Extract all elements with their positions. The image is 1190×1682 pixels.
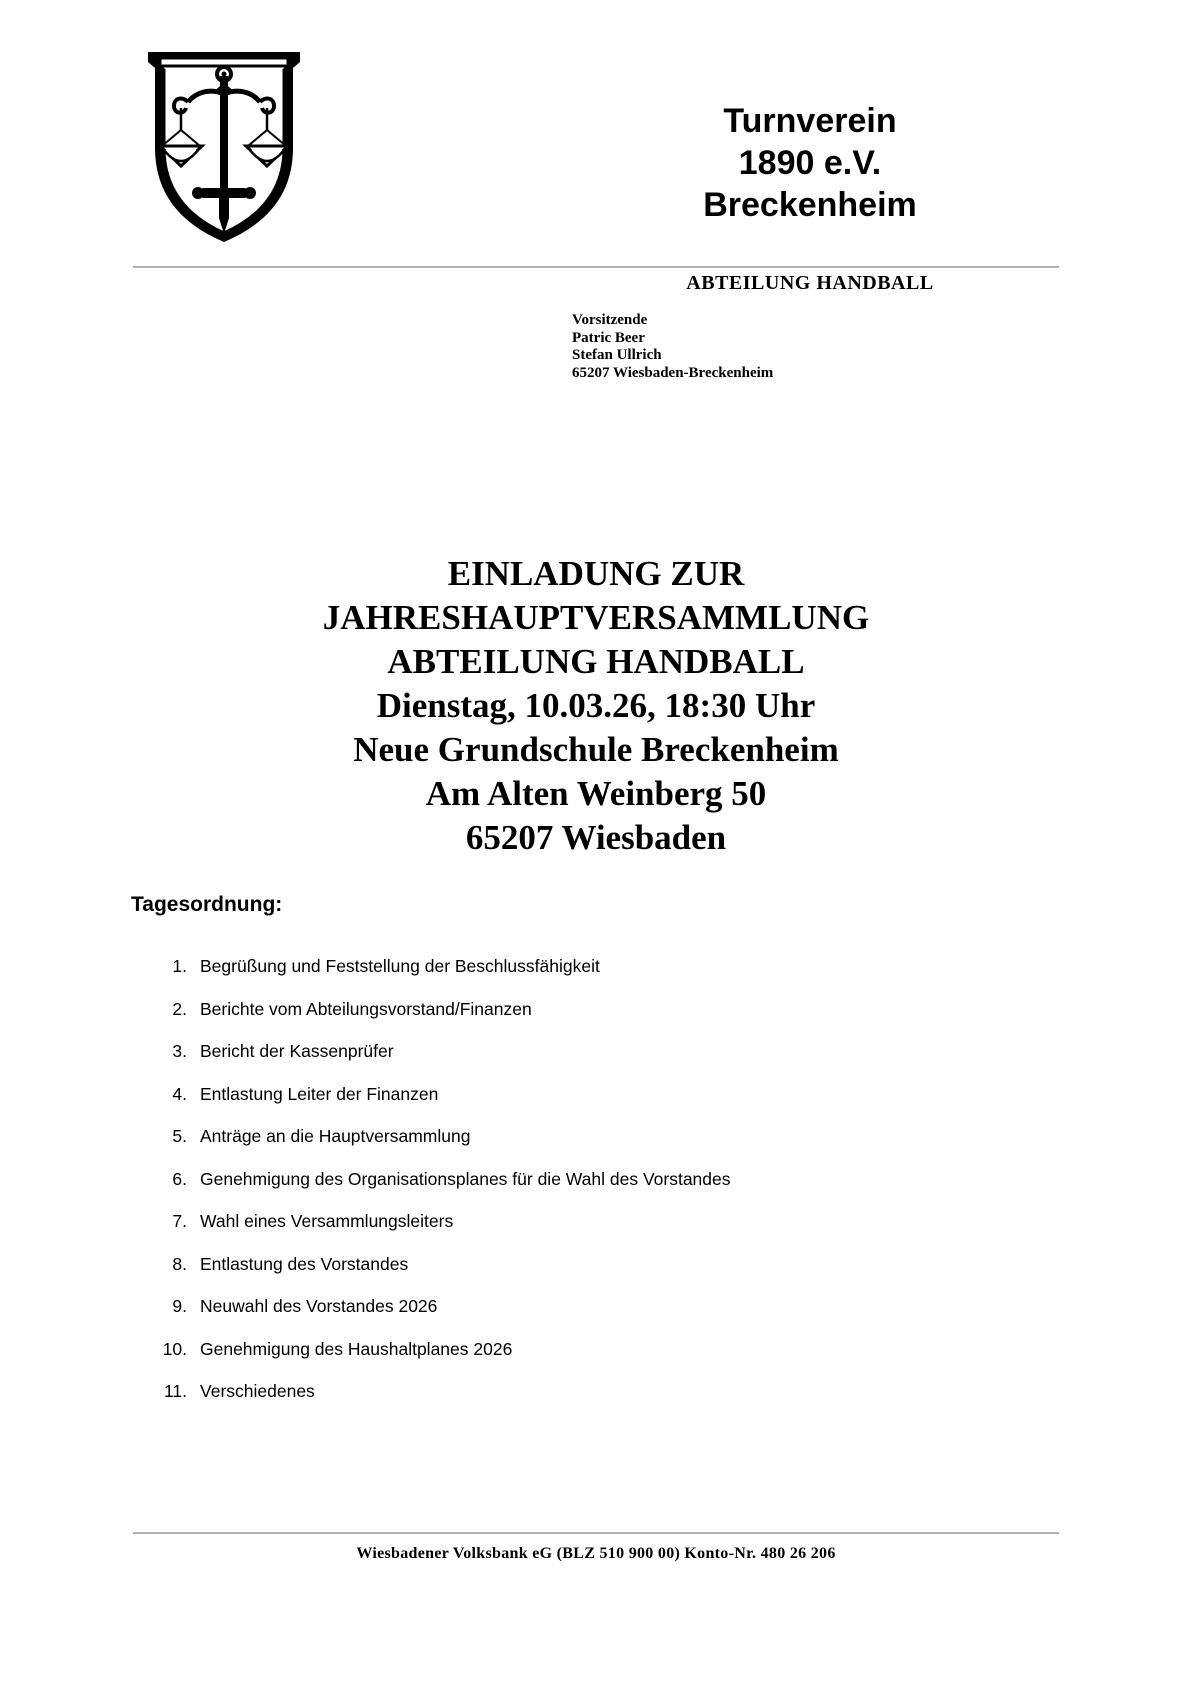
title-line-3: ABTEILUNG HANDBALL (387, 642, 805, 681)
contact-address: 65207 Wiesbaden-Breckenheim (572, 364, 774, 381)
list-item (158, 1250, 1058, 1293)
contact-block (572, 312, 773, 382)
meeting-city: 65207 Wiesbaden (465, 818, 727, 857)
agenda-item-number: 9. (172, 1296, 187, 1316)
agenda-item-number: 4. (172, 1083, 187, 1104)
agenda-item-number: 3. (172, 1041, 187, 1061)
organization-name (560, 100, 1060, 226)
contact-person-2: Stefan Ullrich (572, 347, 662, 363)
list-item (158, 1292, 1058, 1335)
agenda-item-number: 5. (172, 1126, 187, 1146)
agenda-item-text: Anträge an die Hauptversammlung (200, 1126, 471, 1146)
meeting-street: Am Alten Weinberg 50 (425, 774, 767, 813)
list-item (158, 1165, 1058, 1208)
contact-role: Vorsitzende (572, 312, 648, 328)
coat-of-arms-scales-sword-icon (138, 38, 310, 250)
agenda-heading: Tagesordnung: (131, 893, 283, 916)
agenda-item-number: 1. (172, 956, 187, 976)
agenda-item-text: Berichte vom Abteilungsvorstand/Finanzen (200, 998, 532, 1019)
list-item (158, 1122, 1058, 1165)
agenda-item-number: 7. (172, 1211, 187, 1231)
list-item (158, 995, 1058, 1038)
meeting-venue: Neue Grundschule Breckenheim (353, 730, 839, 769)
department-title: ABTEILUNG HANDBALL (686, 272, 934, 294)
list-item (158, 1207, 1058, 1250)
agenda-item-text: Wahl eines Versammlungsleiters (200, 1211, 454, 1231)
agenda-item-number: 2. (172, 998, 187, 1019)
letterhead (0, 0, 1190, 262)
list-item (158, 1037, 1058, 1080)
agenda-item-text: Genehmigung des Organisationsplanes für die Wahl des Vorstandes (200, 1168, 731, 1189)
agenda-item-number: 6. (172, 1168, 187, 1189)
agenda-item-text: Verschiedenes (200, 1381, 315, 1401)
footer-bank-details: Wiesbadener Volksbank eG (BLZ 510 900 00) Konto-Nr. 480 26 206 (356, 1545, 836, 1562)
list-item (158, 1080, 1058, 1123)
agenda-item-text: Begrüßung und Feststellung der Beschlussfähigkeit (200, 956, 600, 976)
meeting-datetime: Dienstag, 10.03.26, 18:30 Uhr (376, 686, 816, 725)
agenda-item-text: Entlastung des Vorstandes (200, 1253, 409, 1274)
title-line-1: EINLADUNG ZUR (447, 554, 745, 593)
agenda-item-text: Neuwahl des Vorstandes 2026 (200, 1296, 438, 1316)
agenda-item-number: 8. (172, 1253, 187, 1274)
org-name-line-1: Turnverein (723, 102, 897, 140)
agenda-item-text: Genehmigung des Haushaltplanes 2026 (200, 1338, 513, 1359)
org-name-line-3: Breckenheim (703, 186, 917, 224)
agenda-list (158, 952, 1058, 1420)
agenda-item-number: 10. (162, 1338, 187, 1359)
contact-person-1: Patric Beer (572, 329, 645, 346)
agenda-item-text: Entlastung Leiter der Finanzen (200, 1083, 439, 1104)
agenda-item-number: 11. (163, 1381, 187, 1401)
agenda-item-text: Bericht der Kassenprüfer (200, 1041, 394, 1061)
footer-divider (133, 1532, 1059, 1534)
title-line-2: JAHRESHAUPTVERSAMMLUNG (322, 598, 870, 637)
list-item (158, 1335, 1058, 1378)
org-name-line-2: 1890 e.V. (738, 144, 882, 182)
list-item (158, 1377, 1058, 1420)
header-divider (133, 266, 1059, 268)
invitation-title-block (133, 552, 1059, 860)
list-item (158, 952, 1058, 995)
